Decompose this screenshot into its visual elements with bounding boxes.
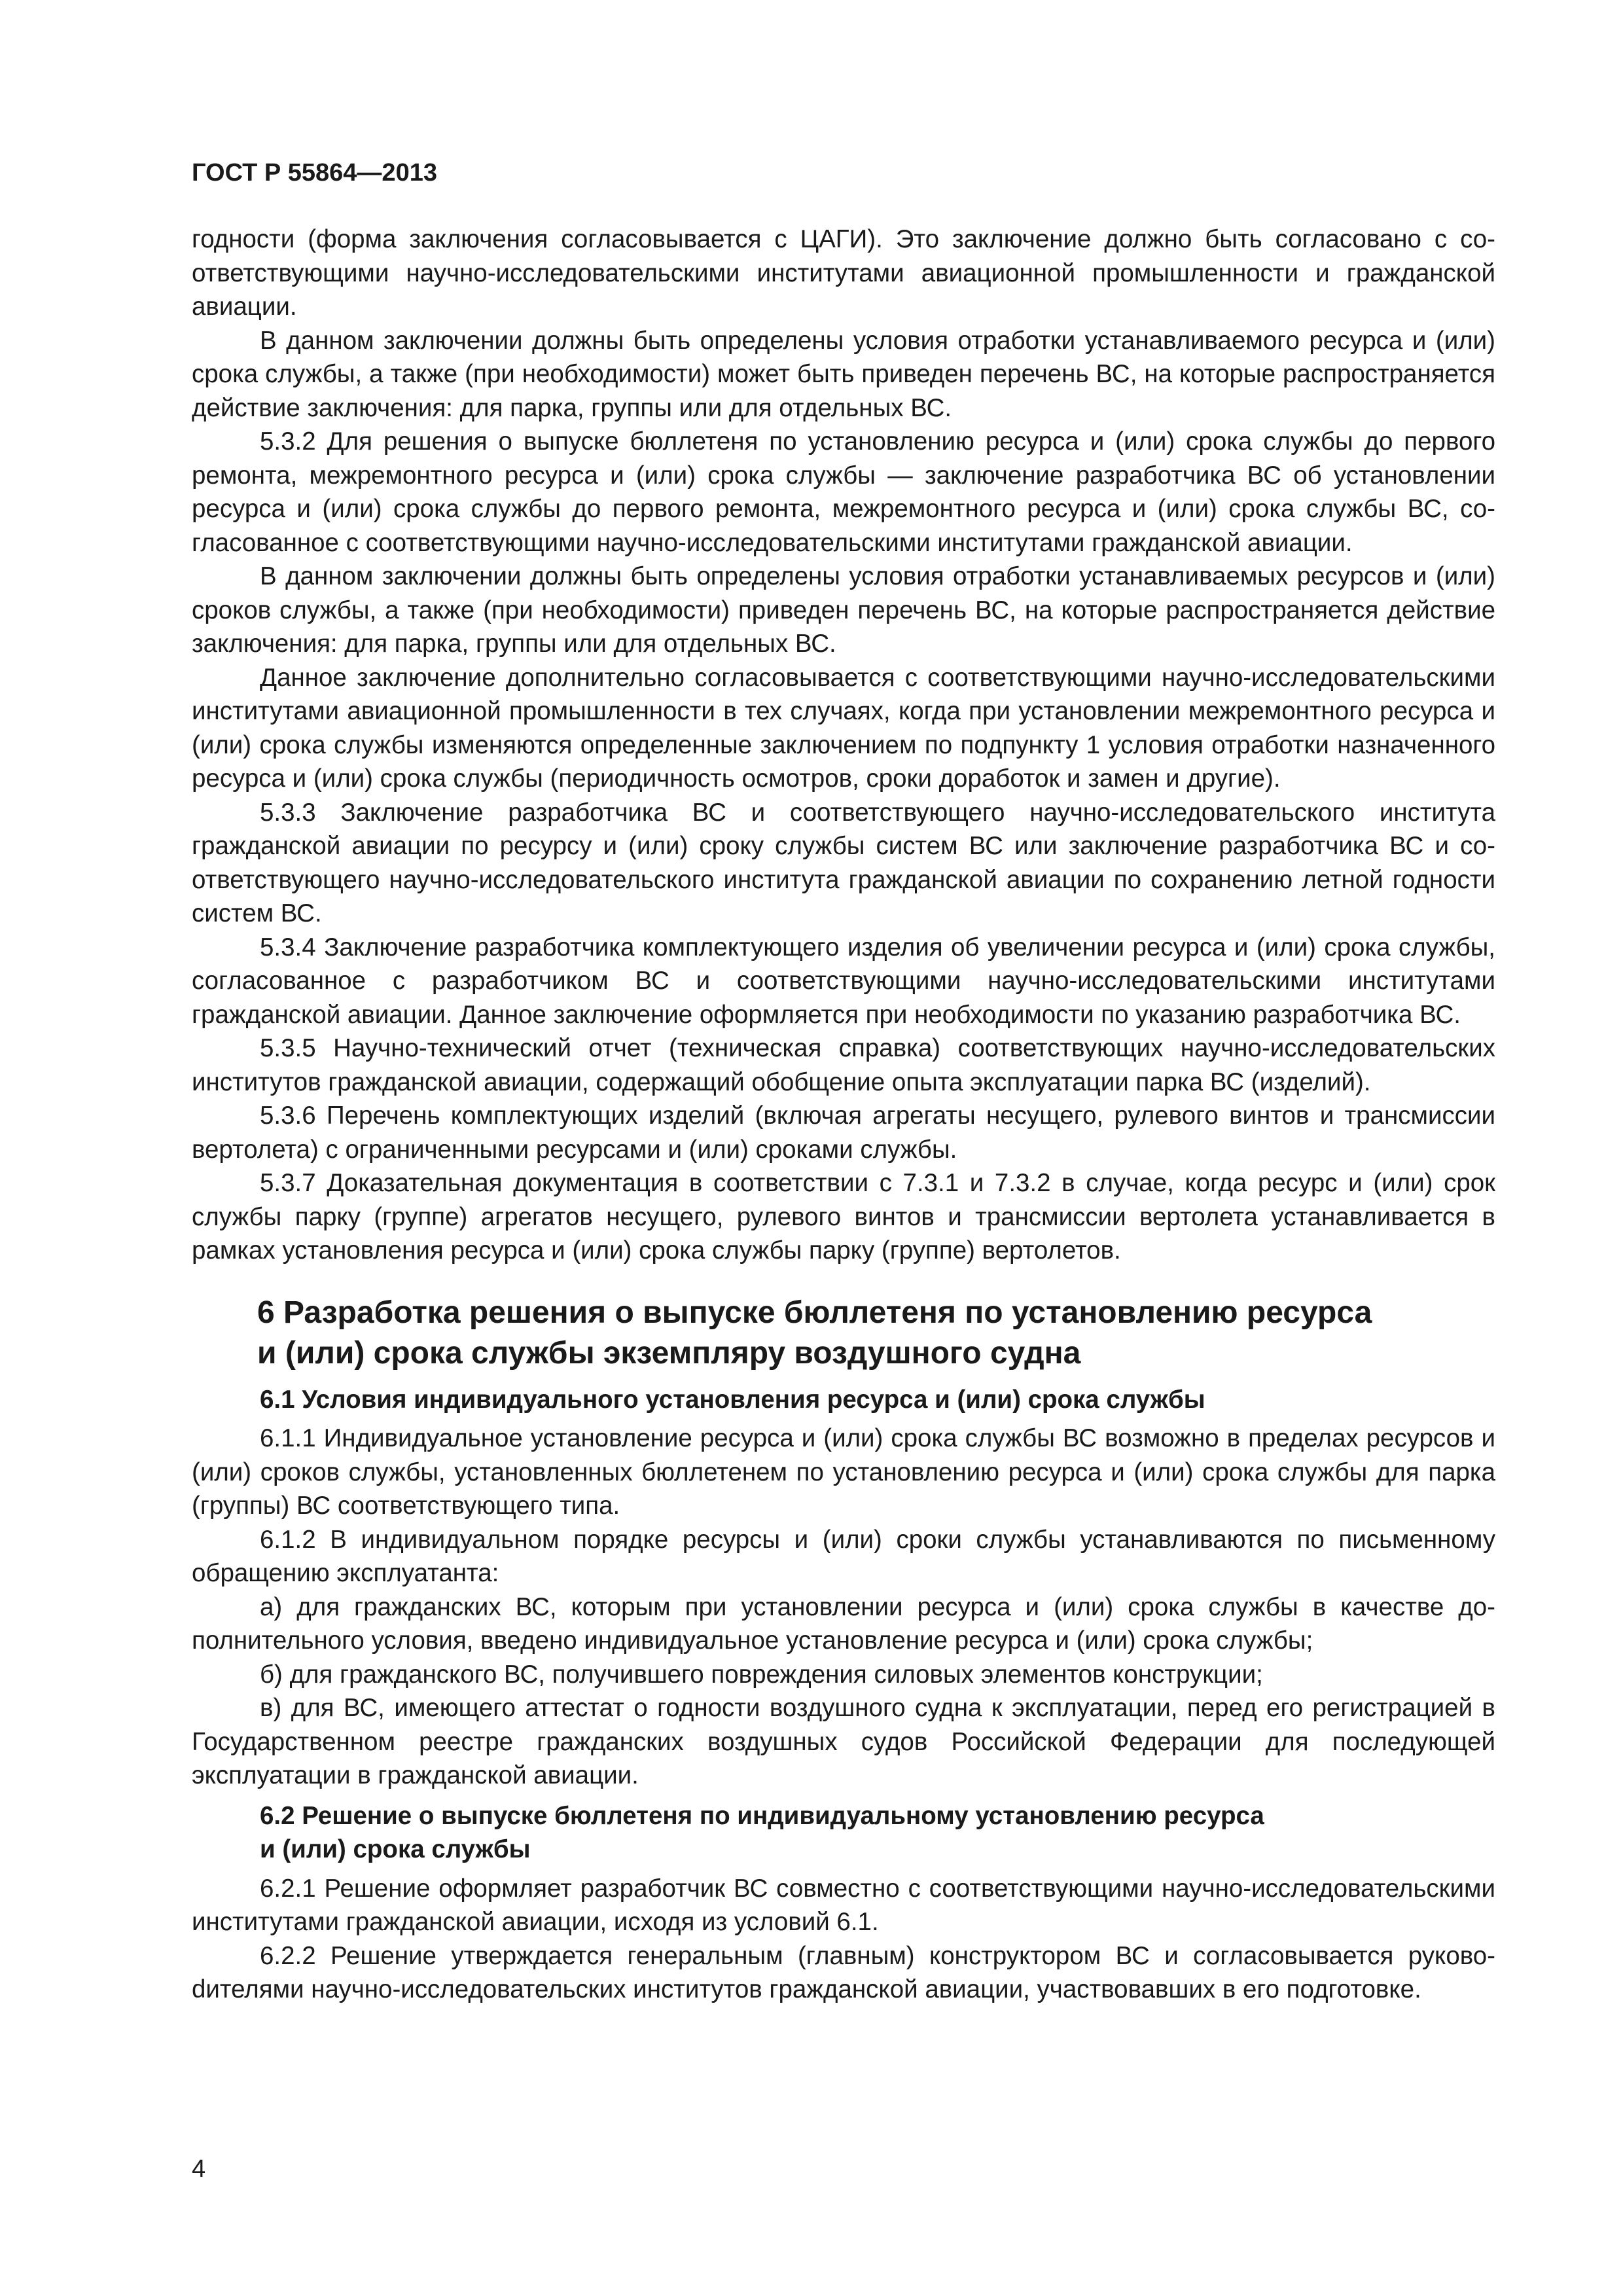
- subsection-6-2-title-line1: 6.2 Решение о выпуске бюллетеня по индивидуальному установлению ресурса: [260, 1801, 1264, 1830]
- paragraph: годности (форма заключения согласовывается с ЦАГИ). Это заключение должно быть согласовано с соответствующими научно-исследовательскими институтами авиационной промышленности и гражданской авиации.: [192, 225, 1495, 321]
- paragraph: В данном заключении должны быть определены условия отработки устанавливаемых ресурсов и (или) сроков службы, а также (при необходимости) приведен перечень ВС, на которые распространяется действие заключения: для парка, группы или для отдельных ВС.: [192, 562, 1495, 658]
- section-6-title-line1: 6 Разработка решения о выпуске бюллетеня по установлению ресурса: [257, 1295, 1372, 1330]
- list-item-b: б) для гражданского ВС, получившего повреждения силовых элементов конструкции;: [260, 1660, 1263, 1689]
- section-6-title-line2: и (или) срока службы экземпляру воздушного судна: [257, 1335, 1081, 1371]
- paragraph-5-3-7: 5.3.7 Доказательная документация в соответствии с 7.3.1 и 7.3.2 в случае, когда ресурс и (или) срок службы парку (группе) агрегатов несущего, рулевого винтов и трансмиссии вертолета устанавливается в рамках установления ресурса и (или) срока службы парку (группе) вертолетов.: [192, 1169, 1495, 1265]
- paragraph-6-1-1: 6.1.1 Индивидуальное установление ресурса и (или) срока службы ВС возможно в пределах ресурсов и (или) сроков службы, установленных бюллетенем по установлению ресурса и (или) срока службы для парка (группы) ВС соответствующего типа.: [192, 1424, 1495, 1520]
- paragraph-5-3-2: 5.3.2 Для решения о выпуске бюллетеня по установлению ресурса и (или) срока службы до первого ремонта, межремонтного ресурса и (или) срока службы — заключение разработчика ВС об установлении ресурса и (или) срока службы до первого ремонта, межремонтного ресурса и (или) срока службы ВС, согласованное с соответствующими научно-исследовательскими институтами гражданской авиации.: [192, 427, 1495, 557]
- subsection-6-1-title: 6.1 Условия индивидуального установления ресурса и (или) срока службы: [260, 1385, 1205, 1414]
- list-item-a: а) для гражданских ВС, которым при установлении ресурса и (или) срока службы в качестве дополнительного условия, введено индивидуальное установление ресурса и (или) срока службы;: [192, 1592, 1495, 1655]
- paragraph-5-3-5: 5.3.5 Научно-технический отчет (техническая справка) соответствующих научно-исследовательских институтов гражданской авиации, содержащий обобщение опыта эксплуатации парка ВС (изделий).: [192, 1034, 1495, 1096]
- paragraph-5-3-3: 5.3.3 Заключение разработчика ВС и соответствующего научно-исследовательского института гражданской авиации по ресурсу и (или) сроку службы систем ВС или заключение разработчика ВС и соответствующего научно-исследовательского института гражданской авиации по сохранению летной годности систем ВС.: [192, 798, 1495, 927]
- list-item-v: в) для ВС, имеющего аттестат о годности воздушного судна к эксплуатации, перед его регистрацией в Государственном реестре гражданских воздушных судов Российской Федерации для последующей эксплуатации в гражданской авиации.: [192, 1694, 1495, 1789]
- document-header: ГОСТ Р 55864—2013: [192, 159, 437, 187]
- paragraph: Данное заключение дополнительно согласовывается с соответствующими научно-исследовательскими институтами авиационной промышленности в тех случаях, когда при установлении межремонтного ресурса и (или) срока службы изменяются определенные заключением по подпункту 1 условия отработки назначенного ресурса и (или) срока службы (периодичность осмотров, сроки доработок и замен и другие).: [192, 663, 1495, 793]
- paragraph-6-1-2: 6.1.2 В индивидуальном порядке ресурсы и (или) сроки службы устанавливаются по письменному обращению эксплуатанта:: [192, 1525, 1495, 1587]
- document-page: [192, 157, 1495, 2007]
- paragraph: В данном заключении должны быть определены условия отработки устанавливаемого ресурса и (или) срока службы, а также (при необходимости) может быть приведен перечень ВС, на которые распространяется действие заключения: для парка, группы или для отдельных ВС.: [192, 326, 1495, 422]
- subsection-6-2-title: [260, 1799, 1495, 1867]
- section-6-title: [257, 1293, 1495, 1374]
- paragraph-6-2-1: 6.2.1 Решение оформляет разработчик ВС совместно с соответствующими научно-исследовательскими институтами гражданской авиации, исходя из условий 6.1.: [192, 1874, 1495, 1936]
- paragraph-6-2-2: 6.2.2 Решение утверждается генеральным (главным) конструктором ВС и согласовывается руковоdителями научно-исследовательских институтов гражданской авиации, участвовавших в его подготовке.: [192, 1941, 1495, 2003]
- subsection-6-2-title-line2: и (или) срока службы: [260, 1835, 531, 1863]
- paragraph-5-3-4: 5.3.4 Заключение разработчика комплектующего изделия об увеличении ресурса и (или) срока службы, согласованное с разработчиком ВС и соответствующими научно-исследовательскими институтами гражданской авиации. Данное заключение оформляется при необходимости по указанию разработчика ВС.: [192, 933, 1495, 1029]
- page-number: 4: [192, 2155, 206, 2183]
- paragraph-5-3-6: 5.3.6 Перечень комплектующих изделий (включая агрегаты несущего, рулевого винтов и трансмиссии вертолета) с ограниченными ресурсами и (или) сроками службы.: [192, 1102, 1495, 1164]
